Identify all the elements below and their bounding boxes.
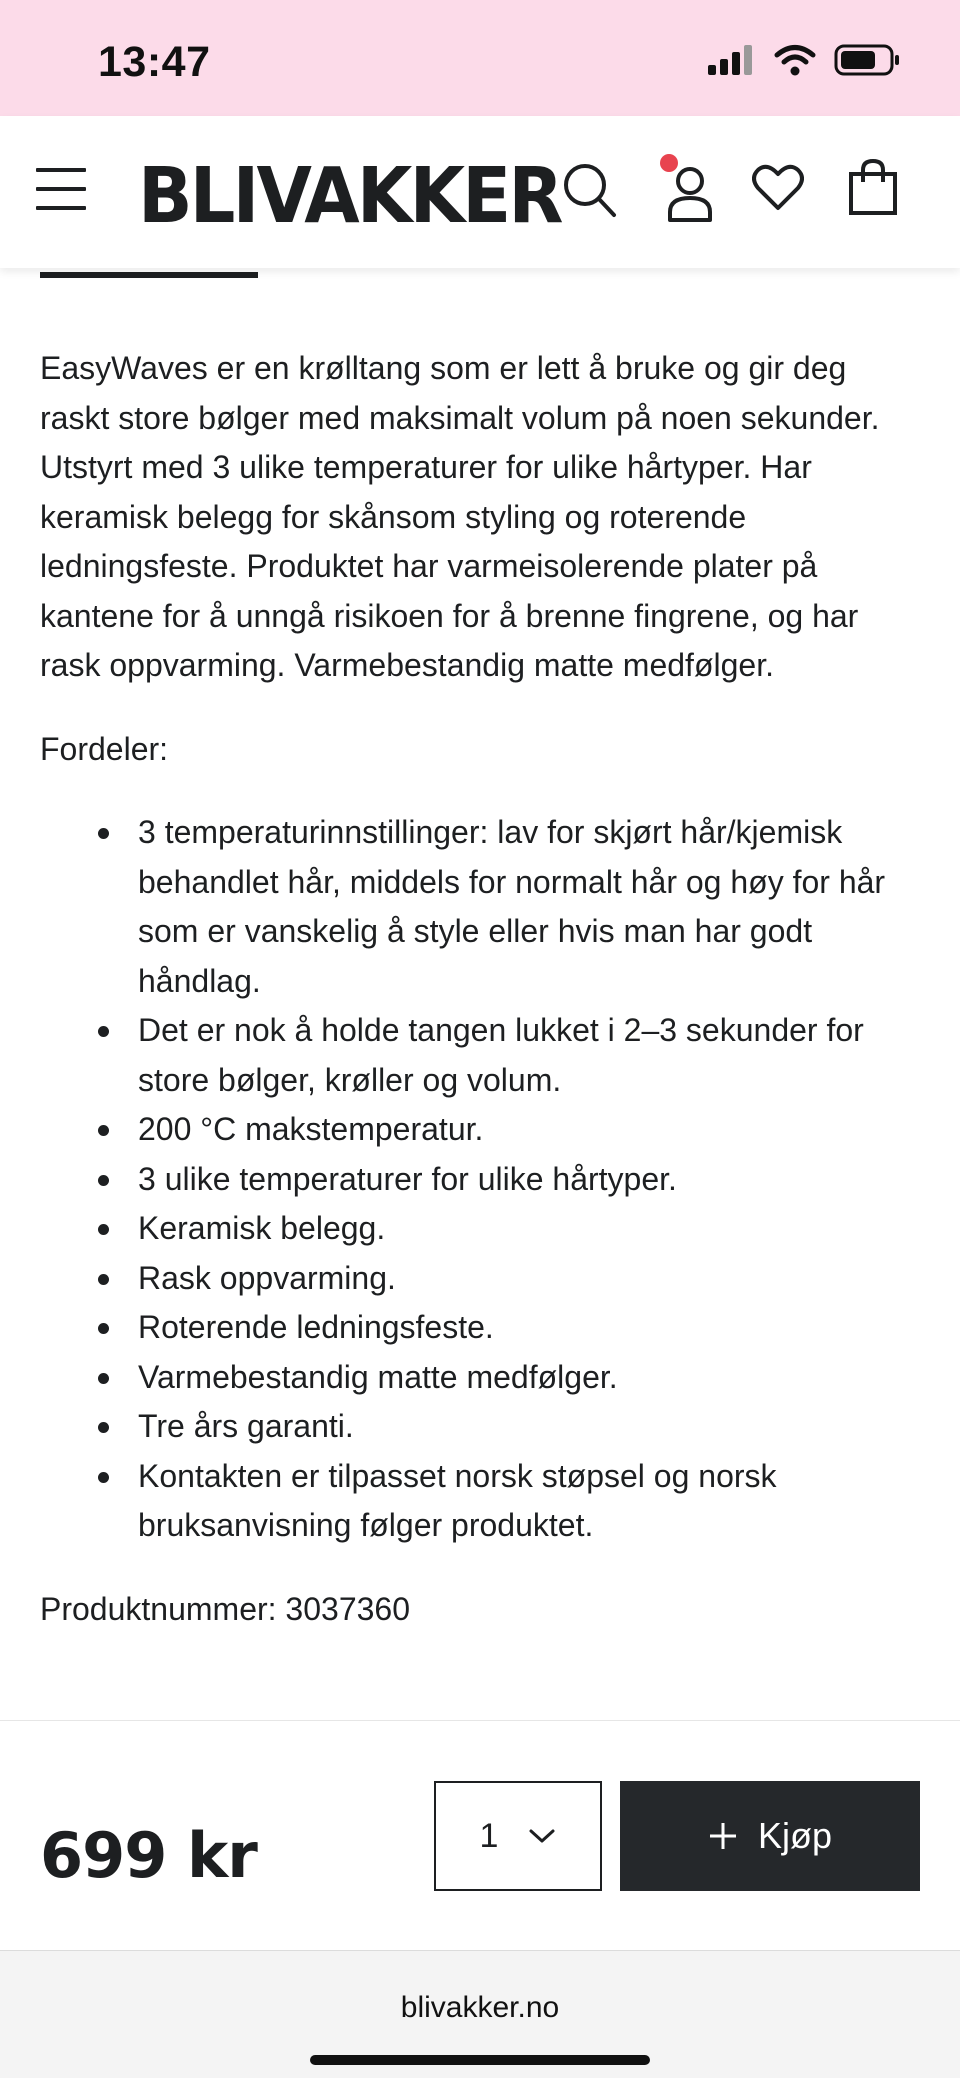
menu-line bbox=[36, 187, 86, 191]
list-item: Keramisk belegg. bbox=[40, 1204, 920, 1254]
site-logo[interactable]: BLIVAKKER bbox=[138, 152, 561, 241]
quantity-value: 1 bbox=[479, 1816, 499, 1855]
chevron-down-icon bbox=[528, 1827, 556, 1845]
description-text: EasyWaves er en krølltang som er lett å bruke og gir deg raskt store bølger med maksimalt volum på noen sekunder. Utstyrt med 3 ulike temperaturer for ulike hårtyper. Har keramisk belegg for skånsom styling og roterende ledningsfeste. Produktet har varmeisolerende plater på kantene for å unngå risikoen for å brenne fingrene, og har rask oppvarming. Varmebestandig matte medfølger. bbox=[40, 350, 880, 683]
menu-button[interactable] bbox=[36, 168, 86, 214]
quantity-select[interactable] bbox=[434, 1781, 602, 1891]
battery-icon bbox=[834, 44, 900, 76]
plus-icon bbox=[708, 1821, 738, 1851]
status-bar bbox=[0, 0, 960, 116]
search-icon[interactable] bbox=[562, 160, 618, 220]
browser-address-bar bbox=[0, 1950, 960, 2078]
product-price: 699 kr bbox=[40, 1819, 257, 1892]
list-item: 3 ulike temperaturer for ulike hårtyper. bbox=[40, 1155, 920, 1205]
url-display[interactable]: blivakker.no bbox=[400, 1991, 560, 2024]
site-header bbox=[0, 116, 960, 268]
benefits-list bbox=[40, 808, 920, 1551]
purchase-bar bbox=[0, 1720, 960, 1950]
product-description bbox=[40, 344, 920, 1668]
account-button[interactable] bbox=[656, 154, 716, 229]
menu-line bbox=[36, 168, 86, 172]
benefits-heading: Fordeler: bbox=[40, 730, 169, 767]
bag-icon[interactable] bbox=[848, 158, 898, 216]
product-number: Produktnummer: 3037360 bbox=[40, 1590, 410, 1627]
wifi-icon bbox=[774, 44, 816, 76]
home-indicator[interactable] bbox=[310, 2055, 650, 2065]
list-item: Det er nok å holde tangen lukket i 2–3 sekunder for store bølger, krøller og volum. bbox=[40, 1006, 920, 1105]
list-item: Roterende ledningsfeste. bbox=[40, 1303, 920, 1353]
user-icon bbox=[656, 154, 716, 224]
status-icons bbox=[708, 44, 900, 76]
list-item: Rask oppvarming. bbox=[40, 1254, 920, 1304]
menu-line bbox=[36, 206, 86, 210]
list-item: Tre års garanti. bbox=[40, 1402, 920, 1452]
list-item: 200 °C makstemperatur. bbox=[40, 1105, 920, 1155]
buy-button[interactable] bbox=[620, 1781, 920, 1891]
list-item: Varmebestandig matte medfølger. bbox=[40, 1353, 920, 1403]
list-item: Kontakten er tilpasset norsk støpsel og norsk bruksanvisning følger produktet. bbox=[40, 1452, 920, 1551]
notification-dot bbox=[660, 154, 678, 172]
signal-icon bbox=[708, 45, 756, 75]
active-tab-indicator bbox=[40, 272, 258, 278]
heart-icon[interactable] bbox=[752, 164, 804, 212]
status-time: 13:47 bbox=[98, 38, 211, 86]
buy-button-label: Kjøp bbox=[757, 1815, 833, 1856]
list-item: 3 temperaturinnstillinger: lav for skjørt hår/kjemisk behandlet hår, middels for normalt hår og høy for hår som er vanskelig å style eller hvis man har godt håndlag. bbox=[40, 808, 920, 1006]
